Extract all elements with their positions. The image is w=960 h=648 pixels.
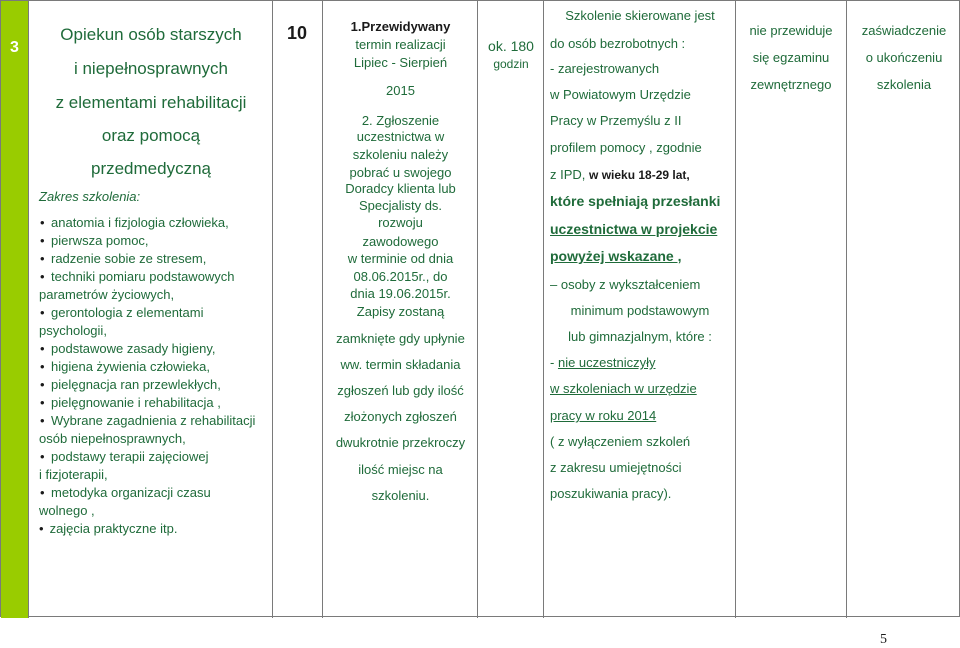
scope-item: • techniki pomiaru podstawowych [39, 268, 269, 286]
target-line [550, 355, 734, 370]
course-title-line: oraz pomocą [101, 126, 201, 145]
scope-item: • podstawowe zasady higieny, [39, 340, 269, 358]
term-line: zamknięte gdy upłynie [336, 331, 465, 346]
course-title-line: przedmedyczną [90, 159, 211, 178]
hours-cell [273, 1, 323, 618]
scope-item: • anatomia i fizjologia człowieka, [39, 214, 269, 232]
course-title-line: Opiekun osób starszych [60, 25, 242, 44]
term-line: Specjalisty ds. [358, 198, 443, 213]
course-name-cell [29, 1, 273, 618]
target-line [550, 167, 734, 182]
certificate-line: szkolenia [876, 77, 932, 92]
scope-item: • Wybrane zagadnienia z rehabilitacji [39, 412, 269, 430]
scope-item: wolnego , [39, 503, 95, 518]
scope-item: psychologii, [39, 323, 107, 338]
term-line: 08.06.2015r., do [353, 269, 448, 284]
duration-unit: godzin [493, 57, 529, 71]
term-line: Lipiec - Sierpień [353, 55, 448, 70]
target-line: – osoby z wykształceniem [550, 277, 701, 292]
term-line: uczestnictwa w [356, 129, 445, 144]
scope-list [39, 214, 269, 520]
scope-item: parametrów życiowych, [39, 287, 175, 302]
target-line: poszukiwania pracy). [550, 486, 672, 501]
term-line: zawodowego [362, 234, 439, 249]
row-number-cell [1, 1, 29, 618]
row-number: 3 [10, 39, 19, 56]
page-number: 5 [880, 632, 887, 647]
term-line: złożonych zgłoszeń [344, 409, 457, 424]
term-line: dwukrotnie przekroczy [335, 435, 466, 450]
term-line: 2015 [386, 83, 415, 98]
target-ipd: z IPD, [550, 167, 586, 182]
scope-item: i fizjoterapii, [39, 467, 108, 482]
certificate-line: zaświadczenie [861, 23, 947, 38]
target-line: - zarejestrowanych [550, 61, 660, 76]
scope-item: • gerontologia z elementami [39, 304, 269, 322]
term-line: szkoleniu. [371, 488, 430, 503]
term-line: pobrać u swojego [349, 165, 452, 180]
term-line: ww. termin składania [340, 357, 461, 372]
term-line: Zapisy zostaną [356, 304, 445, 319]
term-line: rozwoju [378, 215, 423, 230]
target-line: w Powiatowym Urzędzie [550, 87, 691, 102]
exam-line: się egzaminu [752, 50, 830, 65]
target-line: profilem pomocy , zgodnie [550, 140, 702, 155]
course-title-line: i niepełnosprawnych [73, 59, 229, 78]
target-line: powyżej wskazane , [550, 248, 682, 264]
scope-item: • podstawy terapii zajęciowej [39, 448, 269, 466]
term-line: szkoleniu należy [352, 147, 449, 162]
target-age: w wieku 18-29 lat, [589, 168, 690, 182]
scope-item: • pierwsza pomoc, [39, 232, 269, 250]
target-not-participated: nie uczestniczyły [557, 355, 656, 370]
target-dash: - [550, 355, 555, 370]
target-line: z zakresu umiejętności [550, 460, 682, 475]
term-cell [323, 1, 478, 618]
scope-item: • higiena żywienia człowieka, [39, 358, 269, 376]
target-line: do osób bezrobotnych : [550, 36, 686, 51]
exam-line: nie przewiduje [749, 23, 833, 38]
exam-cell [736, 1, 847, 618]
certificate-cell [847, 1, 960, 618]
target-line: które spełniają przesłanki [550, 193, 721, 209]
target-line: uczestnictwa w projekcie [550, 221, 718, 237]
target-line: lub gimnazjalnym, które : [568, 329, 712, 344]
hours-value: 10 [287, 23, 308, 43]
term-line: w terminie od dnia [347, 251, 454, 266]
term-line: ilość miejsc na [358, 462, 443, 477]
certificate-line: o ukończeniu [865, 50, 943, 65]
duration-cell [478, 1, 544, 618]
term-line: 2. Zgłoszenie [361, 113, 440, 128]
target-line: minimum podstawowym [570, 303, 710, 318]
target-line: ( z wyłączeniem szkoleń [550, 434, 691, 449]
scope-item: • pielęgnowanie i rehabilitacja , [39, 394, 269, 412]
scope-item: • radzenie sobie ze stresem, [39, 250, 269, 268]
exam-line: zewnętrznego [750, 77, 832, 92]
course-title-line: z elementami rehabilitacji [55, 93, 247, 112]
target-line: w szkoleniach w urzędzie [550, 381, 697, 396]
target-line: pracy w roku 2014 [550, 408, 657, 423]
term-line: termin realizacji [355, 37, 446, 52]
scope-label: Zakres szkolenia: [39, 189, 141, 204]
target-line: Pracy w Przemyślu z II [550, 113, 682, 128]
scope-item: osób niepełnosprawnych, [39, 431, 186, 446]
term-line: 1.Przewidywany [350, 19, 451, 34]
duration-value: ok. 180 [488, 38, 534, 54]
scope-item-last: • zajęcia praktyczne itp. [39, 521, 177, 536]
term-line: zgłoszeń lub gdy ilość [337, 383, 464, 398]
target-line: Szkolenie skierowane jest [565, 8, 715, 23]
term-line: Doradcy klienta lub [345, 181, 456, 196]
target-group-cell [544, 1, 736, 618]
scope-item: • metodyka organizacji czasu [39, 484, 269, 502]
term-line: dnia 19.06.2015r. [350, 286, 451, 301]
scope-item: • pielęgnacja ran przewlekłych, [39, 376, 269, 394]
